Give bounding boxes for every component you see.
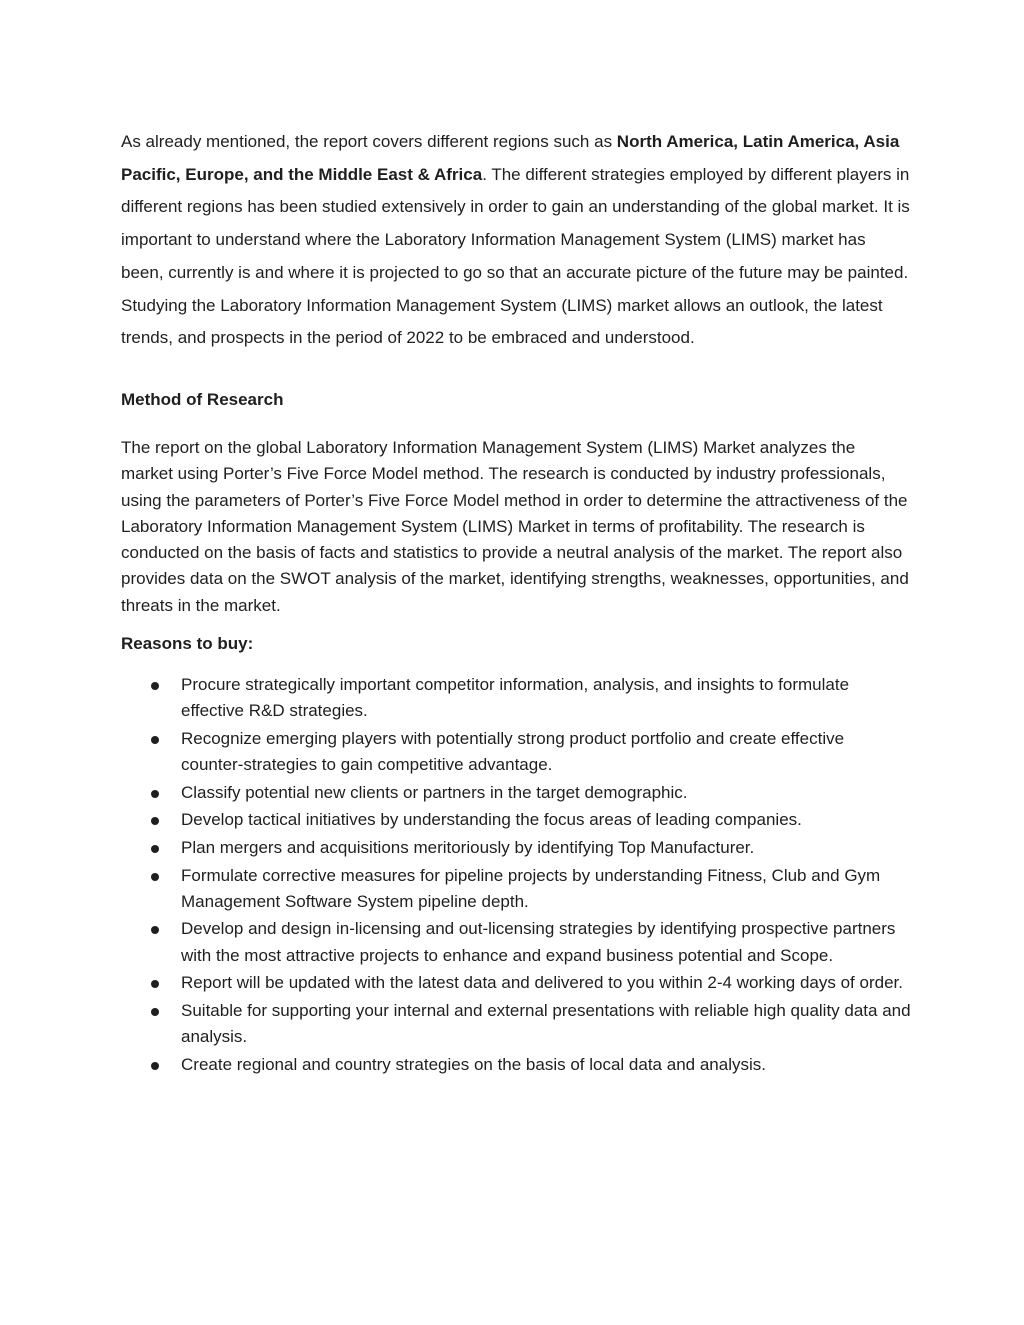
list-item-text: Develop and design in-licensing and out-licensing strategies by identifying prospective partners with the most attractive projects to enhance and expand business potential and Scope. [181, 919, 896, 965]
bullet-icon [151, 926, 159, 934]
intro-text-after: . The different strategies employed by different players in different regions has been studied extensively in order to gain an understanding of the global market. It is important to understand where the Laboratory Information Management System (LIMS) market has been, currently is and where it is projected to go so that an accurate picture of the future may be painted. Studying the Laboratory Information Management System (LIMS) market allows an outlook, the latest trends, and prospects in the period of 2022 to be embraced and understood. [121, 164, 910, 348]
reasons-heading: Reasons to buy: [121, 634, 254, 653]
list-item [121, 970, 911, 996]
list-item [121, 998, 911, 1051]
list-item [121, 863, 911, 916]
list-item [121, 726, 911, 779]
list-item-text: Classify potential new clients or partners in the target demographic. [181, 782, 688, 802]
bullet-icon [151, 873, 159, 881]
list-item [121, 916, 911, 969]
list-item [121, 780, 911, 806]
list-item-text: Create regional and country strategies on the basis of local data and analysis. [181, 1054, 766, 1074]
method-heading: Method of Research [121, 389, 284, 409]
bullet-icon [151, 790, 159, 798]
list-item-text: Suitable for supporting your internal and external presentations with reliable high quality data and analysis. [181, 1000, 911, 1047]
bullet-icon [151, 1062, 159, 1070]
list-item-text: Plan mergers and acquisitions meritoriously by identifying Top Manufacturer. [181, 837, 755, 857]
intro-regions-bold: North America, Latin America, Asia Pacific, Europe, and the Middle East & Africa [121, 132, 900, 184]
document-page [121, 126, 911, 1079]
bullet-icon [151, 817, 159, 825]
list-item-text: Procure strategically important competitor information, analysis, and insights to formulate effective R&D strategies. [181, 675, 850, 721]
list-item [121, 835, 911, 861]
bullet-icon [151, 980, 159, 988]
bullet-icon [151, 845, 159, 853]
intro-text-before: As already mentioned, the report covers different regions such as [121, 132, 617, 151]
list-item [121, 672, 911, 725]
list-item-text: Formulate corrective measures for pipeline projects by understanding Fitness, Club and Gym Management Software System pipeline depth. [181, 865, 881, 911]
list-item-text: Recognize emerging players with potentially strong product portfolio and create effective counter-strategies to gain competitive advantage. [181, 728, 845, 775]
method-paragraph: The report on the global Laboratory Information Management System (LIMS) Market analyzes the market using Porter’s Five Force Model method. The research is conducted by industry professionals, using the parameters of Porter’s Five Force Model method in order to determine the attractiveness of the Laboratory Information Management System (LIMS) Market in terms of profitability. The research is conducted on the basis of facts and statistics to provide a neutral analysis of the market. The report also provides data on the SWOT analysis of the market, identifying strengths, weaknesses, opportunities, and threats in the market. [121, 437, 909, 615]
bullet-icon [151, 736, 159, 744]
bullet-icon [151, 682, 159, 690]
reasons-list [121, 672, 911, 1078]
list-item [121, 807, 911, 833]
list-item [121, 1052, 911, 1078]
intro-paragraph [121, 126, 911, 355]
list-item-text: Report will be updated with the latest data and delivered to you within 2-4 working days of order. [181, 973, 903, 993]
list-item-text: Develop tactical initiatives by understanding the focus areas of leading companies. [181, 810, 802, 830]
bullet-icon [151, 1008, 159, 1016]
